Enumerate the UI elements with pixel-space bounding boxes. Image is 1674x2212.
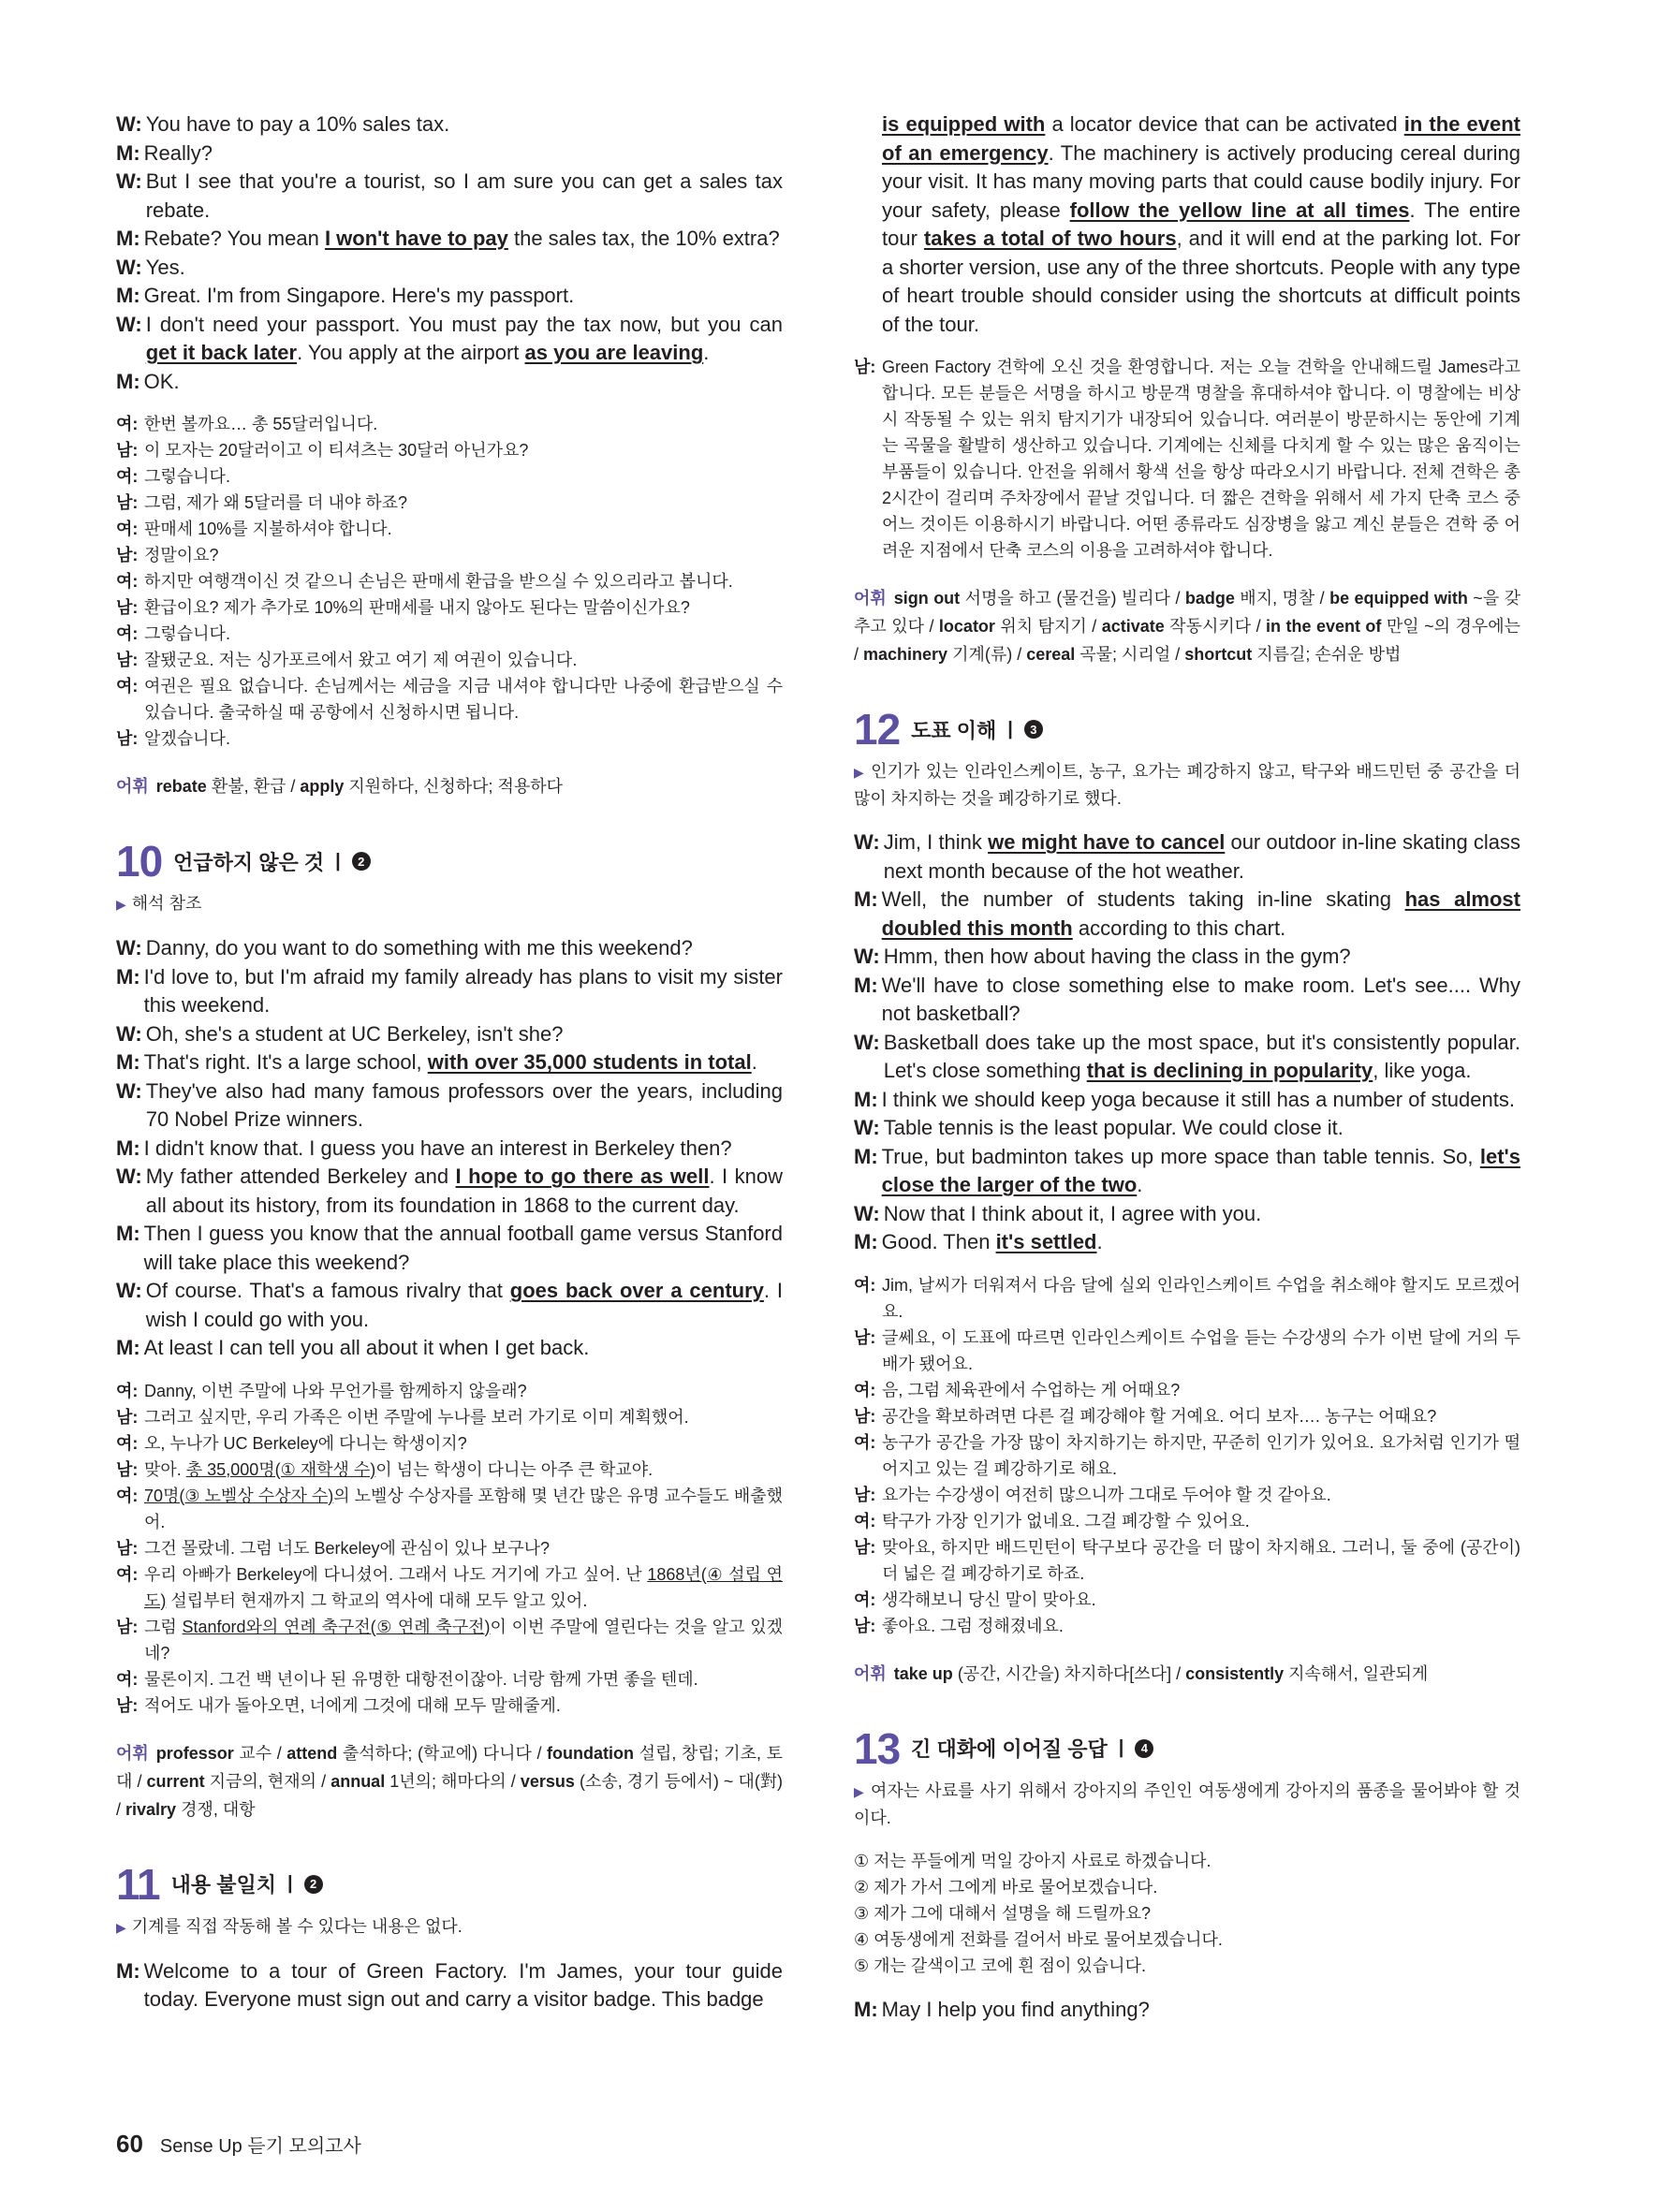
q10-explanation: ▶ 해석 참조 (116, 894, 202, 913)
triangle-bullet-icon: ▶ (116, 1919, 126, 1935)
q12-translation (854, 1272, 1520, 1639)
option-2: ② 제가 가서 그에게 바로 물어보겠습니다. (854, 1877, 1158, 1897)
speaker-label: 여: (854, 1275, 876, 1295)
dialogue-line: M: Great. I'm from Singapore. Here's my passport. (116, 282, 783, 311)
speaker-label: 여: (116, 1564, 139, 1584)
dialogue-line: M: Rebate? You mean I won't have to pay the sales tax, the 10% extra? (116, 225, 783, 254)
speaker-label: M: (116, 1222, 140, 1245)
speaker-label: M: (854, 1144, 878, 1168)
speaker-label: M: (116, 1958, 140, 1983)
answer-badge: 2 (352, 852, 371, 871)
translation-line: 남: 잘됐군요. 저는 싱가포르에서 왔고 여기 제 여권이 있습니다. (116, 647, 783, 673)
translation-line: 여: 생각해보니 당신 말이 맞아요. (854, 1587, 1520, 1613)
speaker-label: W: (116, 312, 142, 336)
dialogue-line: W: Hmm, then how about having the class in the gym? (854, 943, 1520, 972)
speaker-label: W: (116, 1078, 142, 1103)
speaker-label: 남: (116, 493, 139, 512)
dialogue-line: W: You have to pay a 10% sales tax. (116, 110, 783, 139)
speaker-label: M: (116, 964, 140, 989)
speaker-label: 남: (116, 546, 139, 564)
speaker-label: 남: (116, 1695, 139, 1715)
translation-line: 여: 하지만 여행객이신 것 같으니 손님은 판매세 환급을 받으실 수 있으리라고 봅니다. (116, 568, 783, 594)
speaker-label: W: (116, 112, 142, 136)
question-type: 내용 불일치 (170, 1873, 277, 1897)
dialogue-line: M: Good. Then it's settled. (854, 1228, 1520, 1257)
translation-line: 남: 정말이요? (116, 542, 783, 568)
dialogue-line: W: Yes. (116, 254, 783, 283)
speaker-label: M: (854, 1997, 878, 2021)
translation-line: 남: 이 모자는 20달러이고 이 티셔츠는 30달러 아닌가요? (116, 437, 783, 463)
translation-line: 남: 그럼, 제가 왜 5달러를 더 내야 하죠? (116, 490, 783, 516)
speaker-label: 여: (116, 572, 139, 591)
speaker-label: M: (854, 1087, 878, 1111)
question-number: 13 (854, 1723, 901, 1773)
question-number: 12 (854, 705, 901, 754)
q11-dialogue (116, 1957, 783, 2014)
vocab-label: 어휘 (116, 777, 149, 796)
page-number: 60 (116, 2130, 143, 2158)
q12-vocabulary: 어휘 take up (공간, 시간을) 차지하다[쓰다] / consistently 지속해서, 일관되게 (854, 1663, 1429, 1683)
speaker-label: 남: (116, 1459, 139, 1479)
translation-line: 남: 알겠습니다. (116, 725, 783, 752)
translation-line: 여: 탁구가 가장 인기가 없네요. 그걸 폐강할 수 있어요. (854, 1508, 1520, 1534)
speaker-label: W: (116, 255, 142, 279)
dialogue-line: W: But I see that you're a tourist, so I am sure you can get a sales tax rebate. (116, 168, 783, 225)
answer-badge: 2 (304, 1875, 323, 1894)
dialogue-line: M: I didn't know that. I guess you have an interest in Berkeley then? (116, 1135, 783, 1164)
q11-header: 11 내용 불일치 | 2 (116, 1861, 783, 1908)
translation-line: 남: Green Factory 견학에 오신 것을 환영합니다. 저는 오늘 견학을 안내해드릴 James라고 합니다. 모든 분들은 서명을 하시고 방문객 명찰을 휴대하셔야 합니다. 이 명찰에는 비상 시 작동될 수 있는 위치 탐지기가 내장되어 있습니다. 여러분이 방문하시는 동안에 기계는 곡물을 활발히 생산하고 있습니다. 기계에는 신체를 다치게 할 수 있는 많은 움직이는 부품들이 있습니다. 안전을 위해서 황색 선을 항상 따라오시기 바랍니다. 전체 견학은 총 2시간이 걸리며 주차장에서 끝날 것입니다. 더 짧은 견학을 위해서 세 가지 단축 코스 중 어느 것이든 이용하시기 바랍니다. 어떤 종류라도 심장병을 앓고 계신 분들은 견학 중 어려운 지점에서 단축 코스의 이용을 고려하셔야 합니다. (854, 354, 1520, 564)
dialogue-line: W: Table tennis is the least popular. We could close it. (854, 1114, 1520, 1143)
speaker-label: 여: (854, 1589, 876, 1609)
q13-explanation: ▶ 여자는 사료를 사기 위해서 강아지의 주인인 여동생에게 강아지의 품종을 물어봐야 할 것이다. (854, 1780, 1520, 1827)
translation-line: 여: Danny, 이번 주말에 나와 무언가를 함께하지 않을래? (116, 1378, 783, 1404)
speaker-label: W: (854, 1030, 880, 1054)
speaker-label: W: (854, 830, 880, 854)
dialogue-line: M: I'd love to, but I'm afraid my family already has plans to visit my sister this weekend. (116, 963, 783, 1020)
translation-line: 여: 물론이지. 그건 백 년이나 된 유명한 대항전이잖아. 너랑 함께 가면 좋을 텐데. (116, 1666, 783, 1692)
translation-line: 여: 농구가 공간을 가장 많이 차지하기는 하지만, 꾸준히 인기가 있어요. 요가처럼 인기가 떨어지고 있는 걸 폐강하기로 해요. (854, 1429, 1520, 1482)
translation-line: 남: 글쎄요, 이 도표에 따르면 인라인스케이트 수업을 듣는 수강생의 수가 이번 달에 거의 두 배가 됐어요. (854, 1325, 1520, 1377)
question-type: 언급하지 않은 것 (173, 850, 325, 874)
q13-options (854, 1848, 1520, 1979)
q10-dialogue (116, 934, 783, 1363)
dialogue-line: W: Jim, I think we might have to cancel our outdoor in-line skating class next month because of the hot weather. (854, 828, 1520, 886)
speaker-label: 남: (116, 729, 139, 748)
speaker-label: 여: (854, 1511, 876, 1531)
speaker-label: 여: (116, 467, 139, 486)
translation-line: 남: 공간을 확보하려면 다른 걸 폐강해야 할 거예요. 어디 보자…. 농구는 어때요? (854, 1403, 1520, 1429)
speaker-label: W: (854, 945, 880, 968)
speaker-label: M: (116, 1050, 140, 1074)
translation-line: 여: 한번 볼까요… 총 55달러입니다. (116, 411, 783, 437)
speaker-label: 여: (854, 1380, 876, 1399)
q10-vocabulary: 어휘 professor 교수 / attend 출석하다; (학교에) 다니다 / foundation 설립, 창립; 기초, 토대 / current 지금의, 현재의 / annual 1년의; 해마다의 / versus (소송, 경기 등에서) ~ 대(對) / rivalry 경쟁, 대항 (116, 1743, 783, 1819)
triangle-bullet-icon: ▶ (854, 765, 866, 780)
translation-line: 남: 맞아요, 하지만 배드민턴이 탁구보다 공간을 더 많이 차지해요. 그러니, 둘 중에 (공간이) 더 넓은 걸 폐강하기로 하죠. (854, 1534, 1520, 1587)
q13-dialogue (854, 1996, 1520, 2025)
dialogue-line: W: Oh, she's a student at UC Berkeley, isn't she? (116, 1020, 783, 1049)
right-column (854, 110, 1520, 2024)
speaker-label: M: (116, 284, 140, 307)
speaker-label: W: (854, 1201, 880, 1225)
q12-explanation: ▶ 인기가 있는 인라인스케이트, 농구, 요가는 폐강하지 않고, 탁구와 배드민턴 중 공간을 더 많이 차지하는 것을 폐강하기로 했다. (854, 762, 1520, 808)
speaker-label: 남: (854, 1537, 876, 1557)
q9-translation (116, 411, 783, 752)
speaker-label: 여: (116, 1381, 139, 1400)
q11-explanation: ▶ 기계를 직접 작동해 볼 수 있다는 내용은 없다. (116, 1916, 463, 1936)
answer-badge: 4 (1135, 1739, 1153, 1758)
speaker-label: 남: (116, 651, 139, 669)
translation-line: 남: 맞아. 총 35,000명(① 재학생 수)이 넘는 학생이 다니는 아주 큰 학교야. (116, 1457, 783, 1483)
speaker-label: M: (854, 1230, 878, 1253)
translation-line: 남: 좋아요. 그럼 정해졌네요. (854, 1613, 1520, 1639)
dialogue-line: M: Welcome to a tour of Green Factory. I'm James, your tour guide today. Everyone must sign out and carry a visitor badge. This badge (116, 1957, 783, 2014)
translation-line: 여: 우리 아빠가 Berkeley에 다니셨어. 그래서 나도 거기에 가고 싶어. 난 1868년(④ 설립 연도) 설립부터 현재까지 그 학교의 역사에 대해 모두 알고 있어. (116, 1561, 783, 1614)
speaker-label: 남: (854, 358, 876, 376)
q11-monologue-continued: is equipped with a locator device that can be activated in the event of an emergency. The machinery is actively producing cereal during your visit. It has many moving parts that could cause bodily injury. For your safety, please follow the yellow line at all times. The entire tour takes a total of two hours, and it will end at the parking lot. For a shorter version, use any of the three shortcuts. People with any type of heart trouble should consider using the shortcuts at difficult points of the tour. (882, 112, 1521, 336)
speaker-label: W: (854, 1116, 880, 1139)
option-3: ③ 제가 그에 대해서 설명을 해 드릴까요? (854, 1903, 1151, 1923)
dialogue-line: W: Now that I think about it, I agree with you. (854, 1200, 1520, 1229)
translation-line: 여: Jim, 날씨가 더워져서 다음 달에 실외 인라인스케이트 수업을 취소해야 할지도 모르겠어요. (854, 1272, 1520, 1325)
dialogue-line: M: I think we should keep yoga because it still has a number of students. (854, 1086, 1520, 1115)
speaker-label: 남: (116, 1617, 139, 1636)
dialogue-line: W: Danny, do you want to do something with me this weekend? (116, 934, 783, 963)
translation-line: 여: 음, 그럼 체육관에서 수업하는 게 어때요? (854, 1377, 1520, 1403)
vocab-label: 어휘 (854, 589, 887, 608)
option-4: ④ 여동생에게 전화를 걸어서 바로 물어보겠습니다. (854, 1929, 1223, 1949)
dialogue-line: M: Then I guess you know that the annual football game versus Stanford will take place this weekend? (116, 1220, 783, 1277)
speaker-label: M: (116, 369, 140, 393)
q12-dialogue (854, 828, 1520, 1257)
translation-line: 여: 판매세 10%를 지불하셔야 합니다. (116, 516, 783, 542)
speaker-label: W: (116, 1021, 142, 1046)
translation-line: 여: 그렇습니다. (116, 621, 783, 647)
option-1: ① 저는 푸들에게 먹일 강아지 사료로 하겠습니다. (854, 1851, 1211, 1870)
q11-vocabulary: 어휘 sign out 서명을 하고 (물건을) 빌리다 / badge 배지, 명찰 / be equipped with ~을 갖추고 있다 / locator 위치 탐지기 / activate 작동시키다 / in the event of 만일 ~의 경우에는 / machinery 기계(류) / cereal 곡물; 시리얼 / shortcut 지름길; 손쉬운 방법 (854, 589, 1521, 664)
speaker-label: 여: (116, 624, 139, 643)
answer-badge: 3 (1024, 720, 1043, 739)
dialogue-line: M: May I help you find anything? (854, 1996, 1520, 2025)
speaker-label: M: (854, 973, 878, 997)
option-5: ⑤ 개는 갈색이고 코에 흰 점이 있습니다. (854, 1956, 1146, 1975)
dialogue-line: M: That's right. It's a large school, with over 35,000 students in total. (116, 1048, 783, 1077)
translation-line: 여: 70명(③ 노벨상 수상자 수)의 노벨상 수상자를 포함해 몇 년간 많은 유명 교수들도 배출했어. (116, 1483, 783, 1535)
speaker-label: M: (854, 887, 878, 911)
speaker-label: W: (116, 1165, 142, 1188)
q11-translation (854, 354, 1520, 564)
translation-line: 남: 그건 몰랐네. 그럼 너도 Berkeley에 관심이 있나 보구나? (116, 1535, 783, 1561)
left-column (116, 110, 783, 2014)
speaker-label: 남: (116, 441, 139, 460)
question-type: 긴 대화에 이어질 응답 (911, 1737, 1108, 1761)
q12-header: 12 도표 이해 | 3 (854, 706, 1520, 753)
speaker-label: 남: (116, 1538, 139, 1558)
vocab-label: 어휘 (116, 1743, 149, 1763)
triangle-bullet-icon: ▶ (854, 1783, 865, 1799)
question-type: 도표 이해 (911, 718, 997, 742)
speaker-label: W: (116, 169, 142, 193)
speaker-label: 남: (854, 1616, 876, 1635)
speaker-label: M: (116, 1336, 140, 1359)
dialogue-line: M: Well, the number of students taking in-line skating has almost doubled this month according to this chart. (854, 886, 1520, 943)
speaker-label: 남: (116, 1407, 139, 1427)
speaker-label: M: (116, 140, 140, 165)
q13-header: 13 긴 대화에 이어질 응답 | 4 (854, 1725, 1520, 1772)
dialogue-line: W: My father attended Berkeley and I hope to go there as well. I know all about its history, from its foundation in 1868 to the current day. (116, 1163, 783, 1220)
vocab-label: 어휘 (854, 1663, 887, 1683)
translation-line: 여: 여권은 필요 없습니다. 손님께서는 세금을 지금 내셔야 합니다만 나중에 환급받으실 수 있습니다. 출국하실 때 공항에서 신청하시면 됩니다. (116, 673, 783, 725)
translation-line: 여: 그렇습니다. (116, 463, 783, 490)
speaker-label: W: (116, 1279, 142, 1302)
speaker-label: 남: (854, 1406, 876, 1426)
speaker-label: W: (116, 936, 142, 960)
translation-line: 남: 요가는 수강생이 여전히 많으니까 그대로 두어야 할 것 같아요. (854, 1482, 1520, 1508)
speaker-label: 여: (116, 1669, 139, 1689)
translation-line: 여: 오, 누나가 UC Berkeley에 다니는 학생이지? (116, 1430, 783, 1457)
q9-vocabulary: 어휘 rebate 환불, 환급 / apply 지원하다, 신청하다; 적용하다 (116, 777, 564, 796)
dialogue-line: M: At least I can tell you all about it when I get back. (116, 1334, 783, 1363)
dialogue-line: M: True, but badminton takes up more space than table tennis. So, let's close the larger of the two. (854, 1143, 1520, 1200)
dialogue-line: M: Really? (116, 139, 783, 168)
page-footer (116, 2130, 361, 2159)
book-title: Sense Up 듣기 모의고사 (159, 2136, 361, 2157)
speaker-label: 여: (116, 520, 139, 538)
translation-line: 남: 환급이요? 제가 추가로 10%의 판매세를 내지 않아도 된다는 말씀이신가요? (116, 594, 783, 621)
translation-line: 남: 적어도 내가 돌아오면, 너에게 그것에 대해 모두 말해줄게. (116, 1692, 783, 1719)
speaker-label: M: (116, 1135, 140, 1160)
speaker-label: 남: (116, 598, 139, 617)
speaker-label: 여: (116, 677, 139, 696)
dialogue-line: W: They've also had many famous professors over the years, including 70 Nobel Prize winners. (116, 1077, 783, 1135)
q9-dialogue (116, 110, 783, 396)
question-number: 11 (116, 1859, 160, 1909)
triangle-bullet-icon: ▶ (116, 897, 126, 912)
speaker-label: 여: (116, 415, 139, 433)
translation-line: 남: 그럼 Stanford와의 연례 축구전(⑤ 연례 축구전)이 이번 주말에 열린다는 것을 알고 있겠네? (116, 1614, 783, 1666)
speaker-label: M: (116, 227, 140, 250)
translation-line: 남: 그러고 싶지만, 우리 가족은 이번 주말에 누나를 보러 가기로 이미 계획했어. (116, 1404, 783, 1430)
q10-translation (116, 1378, 783, 1719)
question-number: 10 (116, 837, 163, 886)
dialogue-line: W: Basketball does take up the most space, but it's consistently popular. Let's close something that is declining in popularity, like yoga. (854, 1029, 1520, 1086)
speaker-label: 여: (116, 1433, 139, 1453)
dialogue-line: M: OK. (116, 368, 783, 397)
speaker-label: 여: (854, 1432, 876, 1452)
dialogue-line: W: I don't need your passport. You must pay the tax now, but you can get it back later. You apply at the airport as you are leaving. (116, 311, 783, 368)
speaker-label: 남: (854, 1485, 876, 1504)
dialogue-line: W: Of course. That's a famous rivalry that goes back over a century. I wish I could go with you. (116, 1277, 783, 1334)
speaker-label: 남: (854, 1327, 876, 1347)
dialogue-line: M: We'll have to close something else to make room. Let's see.... Why not basketball? (854, 972, 1520, 1029)
q10-header: 10 언급하지 않은 것 | 2 (116, 838, 783, 885)
speaker-label: 여: (116, 1486, 139, 1505)
